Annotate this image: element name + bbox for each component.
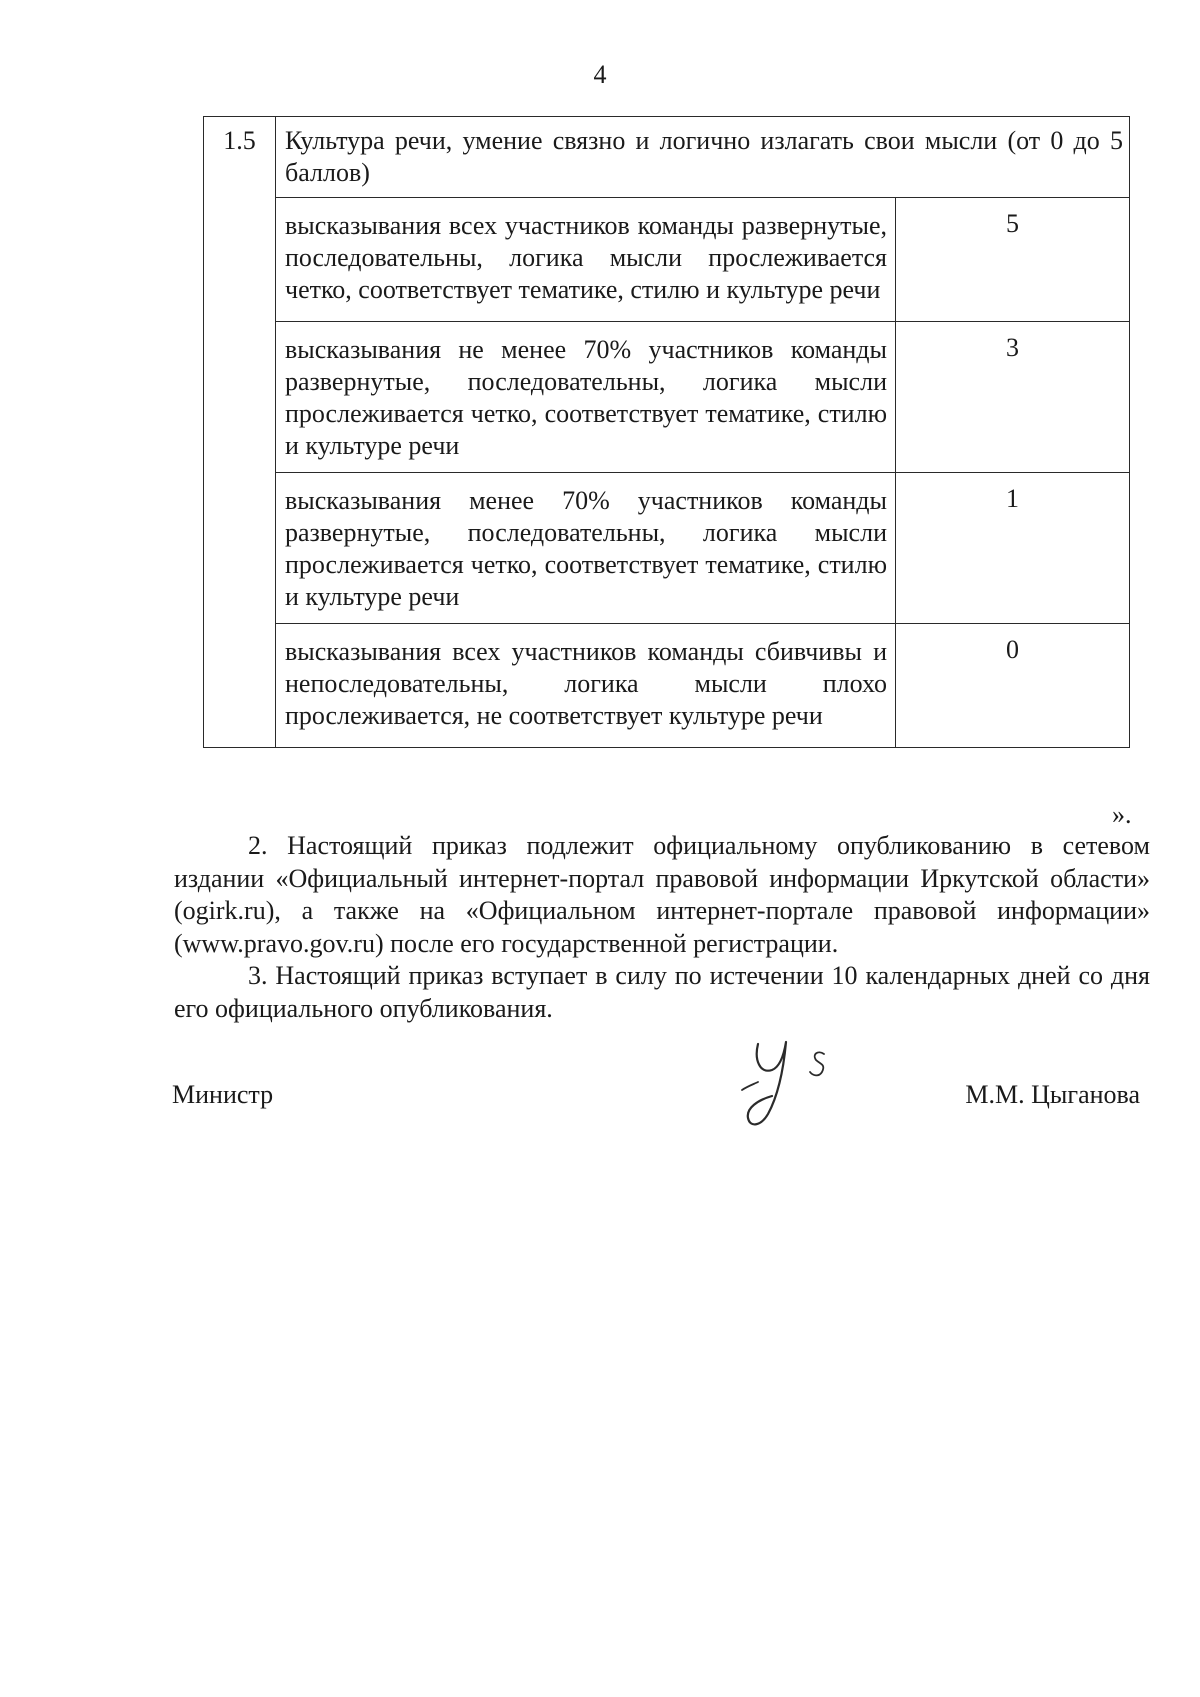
criterion-description: высказывания менее 70% участников команды развернутые, последовательны, логика мысли прослеживается четко, соответствует тематике, стилю и культуре речи xyxy=(276,473,896,624)
paragraph-publication: 2. Настоящий приказ подлежит официальному опубликованию в сетевом издании «Официальный интернет-портал правовой информации Иркутской области» (ogirk.ru), а также на «Официальном интернет-портале правовой информации» (www.pravo.gov.ru) после его государственной регистрации. xyxy=(174,831,1150,958)
table-row xyxy=(204,322,1130,473)
page-number: 4 xyxy=(593,60,607,89)
paragraph-effective-date: 3. Настоящий приказ вступает в силу по истечении 10 календарных дней со дня его официального опубликования. xyxy=(174,961,1150,1023)
criteria-table xyxy=(203,116,1130,748)
section-number: 1.5 xyxy=(204,117,276,748)
criterion-score: 1 xyxy=(896,473,1130,624)
criterion-description: высказывания всех участников команды сбивчивы и непоследовательны, логика мысли плохо прослеживается, не соответствует культуре речи xyxy=(276,624,896,748)
criterion-description: высказывания всех участников команды развернутые, последовательны, логика мысли прослеживается четко, соответствует тематике, стилю и культуре речи xyxy=(276,198,896,322)
signatory-title: Министр xyxy=(172,1080,274,1109)
criterion-score: 5 xyxy=(896,198,1130,322)
table-row xyxy=(204,198,1130,322)
criterion-score: 0 xyxy=(896,624,1130,748)
table-row xyxy=(204,624,1130,748)
table-row-section-header xyxy=(204,117,1130,198)
handwritten-signature xyxy=(728,1030,868,1140)
order-body xyxy=(174,830,1150,1025)
criterion-description: высказывания не менее 70% участников команды развернутые, последовательны, логика мысли прослеживается четко, соответствует тематике, стилю и культуре речи xyxy=(276,322,896,473)
closing-quote: ». xyxy=(1112,800,1132,829)
table-row xyxy=(204,473,1130,624)
criterion-score: 3 xyxy=(896,322,1130,473)
section-title: Культура речи, умение связно и логично излагать свои мысли (от 0 до 5 баллов) xyxy=(276,117,1130,198)
signatory-name: М.М. Цыганова xyxy=(965,1080,1140,1109)
